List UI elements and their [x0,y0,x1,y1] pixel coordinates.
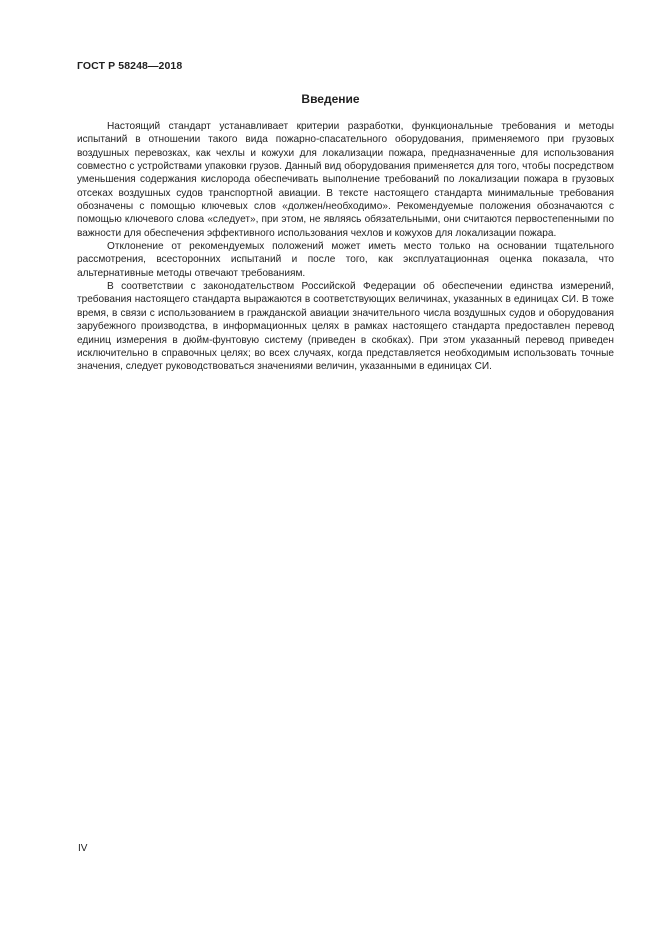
paragraph: Настоящий стандарт устанавливает критерии разработки, функциональные требования и методы испытаний в отношении такого вида пожарно-спасательного оборудования, применяемого при грузовых воздушных перевозках, как чехлы и кожухи для локализации пожара, предназначенные для использования совместно с устройствами упаковки грузов. Данный вид оборудования применяется для того, чтобы посредством уменьшения содержания кислорода обеспечивать выполнение требований по локализации пожара в грузовых отсеках воздушных судов транспортной авиации. В тексте настоящего стандарта минимальные требования обозначены с помощью ключевых слов «должен/необходимо». Рекомендуемые положения обозначаются с помощью ключевого слова «следует», при этом, не являясь обязательными, они считаются первостепенными по важности для обеспечения эффективного использования чехлов и кожухов для локализации пожара. [77,121,614,239]
page-number: IV [78,843,88,854]
document-header-id: ГОСТ Р 58248—2018 [77,60,183,72]
section-title: Введение [301,92,360,106]
paragraph: В соответствии с законодательством Российской Федерации об обеспечении единства измерений, требования настоящего стандарта выражаются в соответствующих величинах, указанных в единицах СИ. В тоже время, в связи с использованием в гражданской авиации значительного числа воздушных судов и оборудования зарубежного производства, в информационных целях в рамках настоящего стандарта предоставлен перевод единиц измерения в дюйм-фунтовую систему (приведен в скобках). При этом указанный перевод приведен исключительно в справочных целях; во всех случаях, когда представляется необходимым использовать точные значения, следует руководствоваться значениями величин, указанными в единицах СИ. [77,281,614,373]
section-body [77,120,614,374]
paragraph: Отклонение от рекомендуемых положений может иметь место только на основании тщательного рассмотрения, всесторонних испытаний и после того, как эксплуатационная оценка показала, что альтернативные методы отвечают требованиям. [77,241,614,279]
